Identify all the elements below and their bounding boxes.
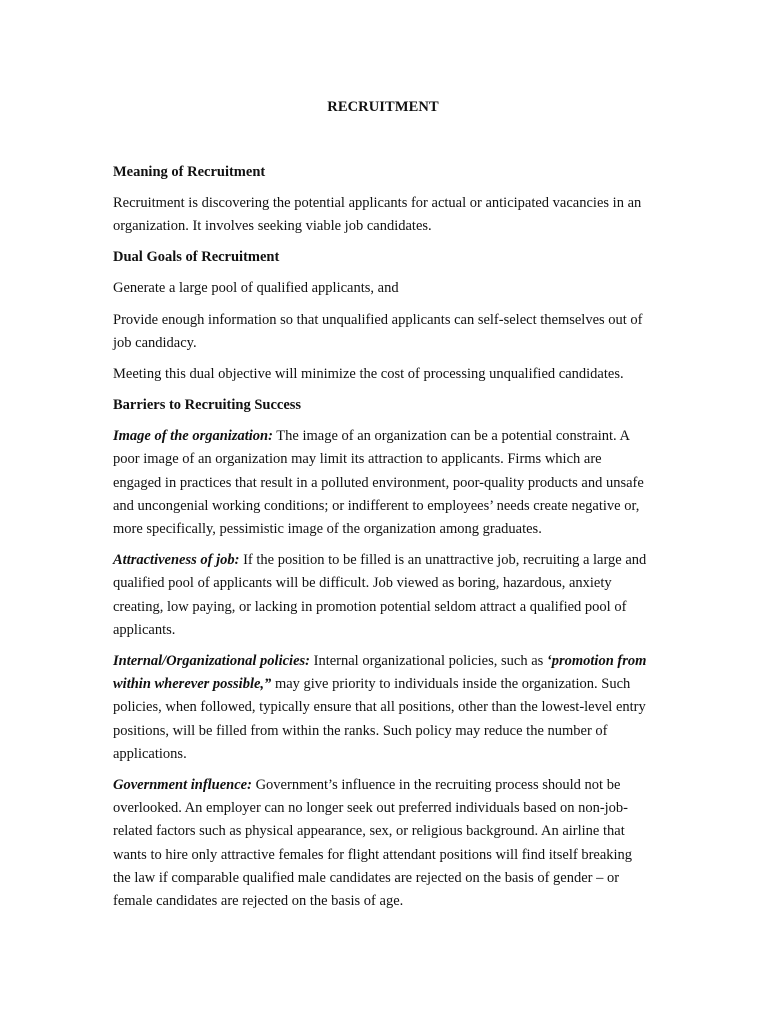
dual-goals-heading: Dual Goals of Recruitment — [113, 249, 280, 266]
barrier-internal-lead: Internal/Organizational policies: — [113, 653, 310, 670]
document-title: RECRUITMENT — [327, 99, 439, 115]
barrier-internal-paragraph — [113, 650, 653, 766]
barrier-attractiveness-paragraph — [113, 549, 653, 642]
barrier-government-lead: Government influence: — [113, 777, 252, 794]
barrier-government-text: Government’s influence in the recruiting process should not be overlooked. An employer can no longer seek out preferred individuals based on non-job-related factors such as physical appearance, sex, or religious background. An airline that wants to hire only attractive females for flight attendant positions will find itself breaking the law if comparable qualified male candidates are rejected on the basis of gender – or female candidates are rejected on the basis of age. — [113, 777, 633, 910]
meaning-heading: Meaning of Recruitment — [113, 164, 266, 180]
barrier-government-paragraph — [113, 774, 653, 913]
barriers-heading: Barriers to Recruiting Success — [113, 397, 302, 414]
barrier-attractiveness-lead: Attractiveness of job: — [113, 552, 240, 569]
dual-goal-item-1: Generate a large pool of qualified applicants, and — [113, 280, 399, 297]
barrier-image-lead: Image of the organization: — [113, 428, 273, 445]
dual-goal-item-3: Meeting this dual objective will minimize the cost of processing unqualified candidates. — [113, 366, 624, 383]
barrier-internal-text-b: may give priority to individuals inside the organization. Such policies, when followed, typically ensure that all positions, other than the lowest-level entry positions, will be filled from within the ranks. Such policy may reduce the number of applications. — [113, 676, 646, 762]
barrier-internal-text-a: Internal organizational policies, such as — [310, 653, 547, 670]
document-page — [113, 99, 653, 921]
barrier-image-paragraph — [113, 425, 653, 541]
barrier-image-text: The image of an organization can be a potential constraint. A poor image of an organization may limit its attraction to applicants. Firms which are engaged in practices that result in a polluted environment, poor-quality products and unsafe and uncongenial working conditions; or indifferent to employees’ needs create negative or, more specifically, pessimistic image of the organization among graduates. — [113, 428, 644, 538]
meaning-paragraph: Recruitment is discovering the potential applicants for actual or anticipated vacancies in an organization. It involves seeking viable job candidates. — [113, 195, 642, 235]
dual-goal-item-2: Provide enough information so that unqualified applicants can self-select themselves out of job candidacy. — [113, 311, 643, 351]
barrier-internal-quote: ‘promotion from within wherever possible,” — [113, 653, 647, 693]
barrier-attractiveness-text: If the position to be filled is an unattractive job, recruiting a large and qualified pool of applicants will be difficult. Job viewed as boring, hazardous, anxiety creating, low paying, or lacking in promotion potential seldom attract a qualified pool of applicants. — [113, 552, 647, 638]
